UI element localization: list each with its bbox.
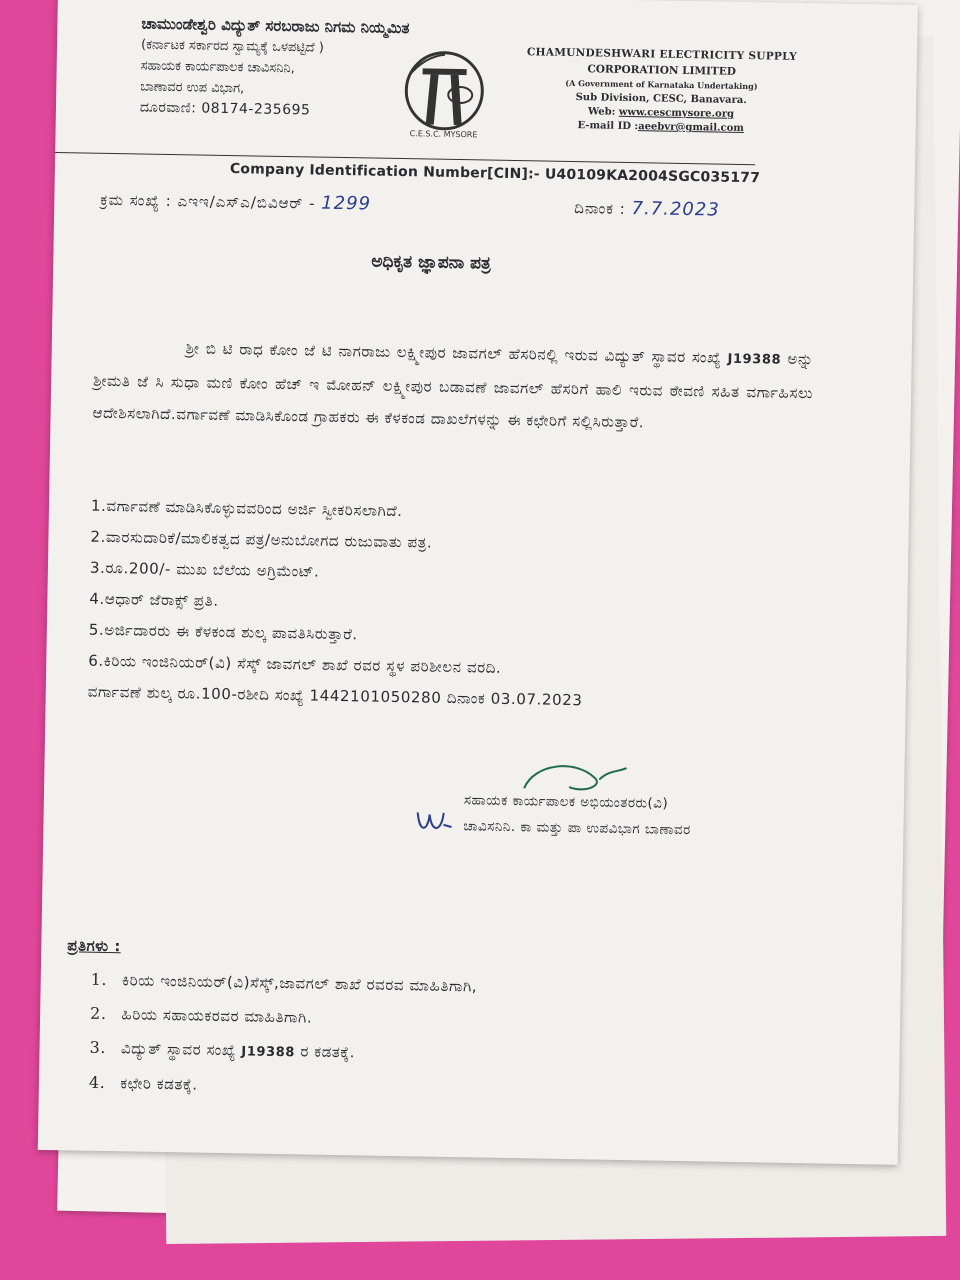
copies-list (89, 963, 478, 1107)
date-field (574, 197, 720, 221)
body-part2: ಅನ್ನು ಶ್ರೀಮತಿ ಜೆ ಸಿ ಸುಧಾ ಮಣಿ ಕೋಂ ಹೆಚ್ ಇ ಮೋಹನ್ ಲಕ್ಷ್ಮೀಪುರ ಬಡಾವಣೆ ಜಾವಗಲ್ ಹೆಸರಿಗೆ ಹಾಲಿ ಇರುವ ಠೇವಣಿ ಸಹಿತ ವರ್ಗಾಹಿಸಲು ಆದೇಶಿಸಲಾಗಿದೆ.ವರ್ಗಾವಣೆ ಮಾಡಿಸಿಕೊಂಡ ಗ್ರಾಹಕರು ಈ ಕೆಳಕಂಡ ದಾಖಲೆಗಳನ್ನು ಈ ಕಛೇರಿಗೆ ಸಲ್ಲಿಸಿರುತ್ತಾರೆ. (92, 349, 814, 432)
installation-number: J19388 (727, 351, 782, 368)
list-item: 3.ರೂ.200/- ಮುಖ ಬೆಲೆಯ ಅಗ್ರಿಮೆಂಟ್. (89, 558, 320, 581)
kn-subdivision: ಬಾಣಾವರ ಉಪ ವಿಭಾಗ, (140, 79, 245, 97)
email-label: E-mail ID : (577, 120, 639, 133)
reference-number (100, 189, 371, 215)
english-letterhead (511, 46, 812, 135)
kn-org-name: ಚಾಮುಂಡೇಶ್ವರಿ ವಿದ್ಯುತ್ ಸರಬರಾಜು ನಿಗಮ ನಿಯ್ಮಮಿತ (141, 14, 410, 38)
web-link[interactable]: www.cescmysore.org (618, 106, 735, 120)
signatory-designation: ಸಹಾಯಕ ಕಾರ್ಯಪಾಲಕ ಅಭಿಯಂತರರು(ವಿ) (463, 792, 669, 812)
signatory-office: ಚಾವಿಸನಿನಿ. ಕಾ ಮತ್ತು ಪಾ ಉಪವಿಭಾಗ ಬಾಣಾವರ (463, 818, 691, 839)
en-org-line1: CHAMUNDESHWARI ELECTRICITY SUPPLY (526, 46, 798, 63)
kn-govt-note: (ಕರ್ನಾಟಕ ಸರ್ಕಾರದ ಸ್ವಾಮ್ಯಕ್ಕೆ ಒಳಪಟ್ಟಿದೆ ) (140, 37, 324, 56)
email-line (511, 119, 811, 135)
body-part1: ಶ್ರೀ ಬಿ ಟಿ ರಾಧ ಕೋಂ ಜೆ ಟಿ ನಾಗರಾಜು ಲಕ್ಷ್ಮೀಪುರ ಜಾವಗಲ್ ಹೆಸರಿನಲ್ಲಿ ಇರುವ ವಿದ್ಯುತ್ ಸ್ಥಾವರ ಸಂಖ್ಯೆ (185, 339, 722, 367)
cin-line: Company Identification Number[CIN]:- U40109KA2004SGC035177 (229, 161, 761, 187)
copies-heading: ಪ್ರತಿಗಳು : (67, 936, 121, 956)
kn-office: ಸಹಾಯಕ ಕಾರ್ಯಪಾಲಕ ಚಾವಿಸನಿನಿ, (140, 58, 295, 77)
kn-phone: ದೂರವಾಣಿ: 08174-235695 (139, 99, 311, 119)
installation-number: J19388 (241, 1044, 296, 1061)
reference-handwritten-number: 1299 (321, 192, 372, 215)
list-item: 2.ವಾರಸುದಾರಿಕೆ/ಮಾಲಿಕತ್ವದ ಪತ್ರ/ಅನುಬೋಗದ ರುಜುವಾತು ಪತ್ರ. (90, 527, 433, 552)
list-item: 3. ವಿದ್ಯುತ್ ಸ್ಥಾವರ ಸಂಖ್ಯೆ J19388 ರ ಕಡತಕ್ಕೆ. (89, 1037, 356, 1062)
list-item: 4. ಕಛೇರಿ ಕಡತಕ್ಕೆ. (88, 1072, 198, 1094)
fee-receipt-line: ವರ್ಗಾವಣೆ ಶುಲ್ಕ ರೂ.100-ರಶೀದಿ ಸಂಖ್ಯೆ 1442101050280 ದಿನಾಂಕ 03.07.2023 (87, 682, 583, 710)
logo-text: C.E.S.C. MYSORE (409, 129, 478, 140)
en-subdivision: Sub Division, CESC, Banavara. (575, 92, 747, 107)
order-paragraph (92, 331, 814, 442)
date-handwritten: 7.7.2023 (631, 198, 720, 221)
web-label: Web: (587, 106, 616, 118)
en-govt-note: (A Government of Karnataka Undertaking) (565, 77, 758, 92)
list-item: 5.ಅರ್ಜಿದಾರರು ಈ ಕೆಳಕಂಡ ಶುಲ್ಕ ಪಾವತಿಸಿರುತ್ತಾರೆ. (88, 620, 358, 644)
cesc-logo (393, 46, 495, 140)
list-item: 4.ಆಧಾರ್ ಜೆರಾಕ್ಸ್ ಪ್ರತಿ. (89, 589, 219, 610)
reference-label: ಕ್ರಮ ಸಂಖ್ಯೆ : ಎಇಇ/ಎಸ್ಎ/ಬಿವಿಆರ್ - (100, 190, 316, 213)
list-item: 2. ಹಿರಿಯ ಸಹಾಯಕರವರ ಮಾಹಿತಿಗಾಗಿ. (89, 1003, 313, 1027)
email-link[interactable]: aeebvr@gmail.com (638, 121, 744, 134)
list-item: 1. ಕಿರಿಯ ಇಂಜಿನಿಯರ್(ವಿ)ಸೆಸ್ಕ್,ಜಾವಗಲ್ ಶಾಖೆ ರವರವ ಮಾಹಿತಿಗಾಗಿ, (90, 969, 478, 996)
date-label: ದಿನಾಂಕ : (574, 199, 626, 218)
initials-scribble (413, 804, 454, 839)
list-item: 6.ಕಿರಿಯ ಇಂಜಿನಿಯರ್(ವಿ) ಸೆಸ್ಕ್ ಜಾವಗಲ್ ಶಾಖೆ ರವರ ಸ್ಥಳ ಪರಿಶೀಲನ ವರದಿ. (88, 651, 502, 677)
en-org-line2: CORPORATION LIMITED (587, 63, 736, 78)
letter-page (38, 0, 918, 1165)
document-title: ಅಧಿಕೃತ ಜ್ಞಾಪನಾ ಪತ್ರ (371, 251, 491, 274)
signatory-block (463, 787, 691, 843)
list-item: 1.ವರ್ಗಾವಣೆ ಮಾಡಿಸಿಕೊಳ್ಳುವವರಿಂದ ಅರ್ಜಿ ಸ್ವೀಕರಿಸಲಾಗಿದೆ. (90, 496, 403, 521)
documents-list (87, 491, 811, 721)
